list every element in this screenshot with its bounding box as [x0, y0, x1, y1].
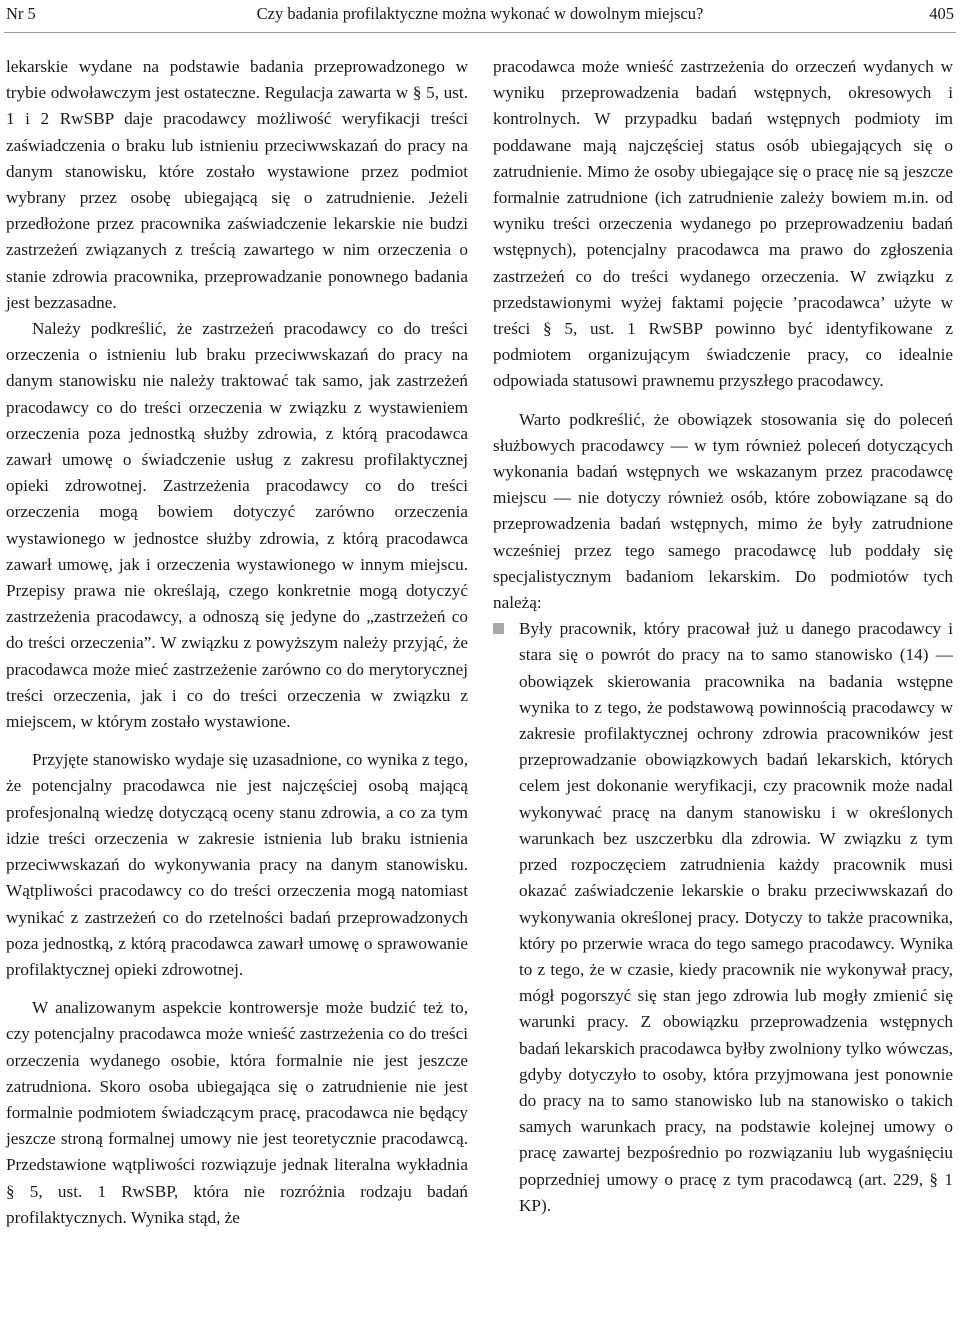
- paragraph: Należy podkreślić, że zastrzeżeń pracodawcy co do treści orzeczenia o istnieniu lub braku przeciwwskazań do pracy na danym stanowisku nie należy traktować tak samo, jak zastrzeżeń pracodawcy co do treści orzeczenia w związku z wystawieniem orzeczenia poza jednostką służby zdrowia, z którą pracodawca zawarł umowę o świadczenie usług z zakresu profilaktycznej opieki zdrowotnej. Zastrzeżenia pracodawcy co do treści orzeczenia mogą bowiem dotyczyć zarówno orzeczenia wystawionego w jednostce służby zdrowia, z którą pracodawca zawarł umowę, jak i orzeczenia wystawionego w innym miejscu. Przepisy prawa nie określają, czego konkretnie mogą dotyczyć zastrzeżenia pracodawcy, a odnoszą się jedyne do „zastrzeżeń co do treści orzeczenia”. W związku z powyższym należy przyjąć, że pracodawca może mieć zastrzeżenie zarówno co do merytorycznej treści orzeczenia, jak i co do treści orzeczenia w związku z miejscem, w którym zostało wystawione.: [6, 319, 468, 732]
- paragraph: Przyjęte stanowisko wydaje się uzasadnione, co wynika z tego, że potencjalny pracodawca nie jest najczęściej osobą mającą profesjonalną wiedzę dotyczącą oceny stanu zdrowia, a co za tym idzie treści orzeczenia w zakresie istnienia lub braku istnienia przeciwwskazań do wykonywania pracy na danym stanowisku. Wątpliwości pracodawcy co do treści orzeczenia mogą natomiast wynikać z zastrzeżeń co do rzetelności badań przeprowadzonych poza jednostką, z którą pracodawca zawarł umowę o sprawowanie profilaktycznej opieki zdrowotnej.: [6, 750, 468, 979]
- list-item: [493, 616, 953, 1219]
- paragraph: pracodawca może wnieść zastrzeżenia do orzeczeń wydanych w wyniku przeprowadzenia badań wstępnych, okresowych i kontrolnych. W przypadku badań wstępnych podmioty im poddawane mają najczęściej status osób ubiegających się o zatrudnienie. Mimo że osoby ubiegające się o pracę nie są jeszcze formalnie zatrudnione (ich zatrudnienie zależy bowiem m.in. od wyniku treści orzeczenia wydanego po przeprowadzeniu badań wstępnych), potencjalny pracodawca ma prawo do zgłoszenia zastrzeżeń co do treści wydanego orzeczenia. W związku z przedstawionymi wyżej faktami pojęcie ’pracodawca’ użyte w treści § 5, ust. 1 RwSBP powinno być identyfikowane z podmiotem organizującym świadczenie pracy, co idealnie odpowiada statusowi prawnemu przyszłego pracodawcy.: [493, 57, 953, 391]
- running-title: Czy badania profilaktyczne można wykonać w dowolnym miejscu?: [256, 4, 704, 23]
- paragraph: Warto podkreślić, że obowiązek stosowania się do poleceń służbowych pracodawcy — w tym również poleceń dotyczących wykonania badań wstępnych we wskazanym przez pracodawcę miejscu — nie dotyczy również osób, które zobowiązane są do przeprowadzenia badań wstępnych, mimo że były zatrudnione wcześniej przez tego samego pracodawcę lub poddały się specjalistycznym badaniom lekarskim. Do podmiotów tych należą:: [493, 409, 953, 613]
- list-item-text: Były pracownik, który pracował już u danego pracodawcy i stara się o powrót do pracy na to samo stanowisko (14) — obowiązek skierowania pracownika na badania wstępne wynika to z tego, że podstawową powinnością pracodawcy w zakresie profilaktycznej ochrony zdrowia pracowników jest przeprowadzanie obowiązkowych badań lekarskich, których celem jest dokonanie weryfikacji, czy pracownik może nadal wykonywać pracę na danym stanowisku i w określonych warunkach bez uszczerbku dla zdrowia. W związku z tym przed rozpoczęciem zatrudnienia każdy pracownik musi okazać zaświadczenie lekarskie o braku przeciwwskazań do wykonywania określonej pracy. Dotyczy to także pracownika, który po przerwie wraca do tego samego pracodawcy. Wynika to z tego, że w czasie, kiedy pracownik nie wykonywał pracy, mógł pogorszyć się stan jego zdrowia lub mogły zmienić się warunki pracy. Z obowiązku przeprowadzenia wstępnych badań lekarskich pracodawca byłby zwolniony tylko wówczas, gdyby dotyczyło to osoby, która przyjmowana jest ponownie do pracy na to samo stanowisko lub na stanowisko o takich samych warunkach pracy, na podstawie kolejnej umowy o pracę zawartej bezpośrednio po rozwiązaniu lub wygaśnięciu poprzedniej umowy o pracę z tym pracodawcą (art. 229, § 1 KP).: [519, 619, 953, 1215]
- page-number: 405: [929, 4, 954, 23]
- paragraph: lekarskie wydane na podstawie badania przeprowadzonego w trybie odwoławczym jest ostateczne. Regulacja zawarta w § 5, ust. 1 i 2 RwSBP daje pracodawcy możliwość weryfikacji treści zaświadczenia o braku lub istnieniu przeciwwskazań do pracy na danym stanowisku, które zostało wystawione przez podmiot wybrany przez osobę ubiegającą się o zatrudnienie. Jeżeli przedłożone przez pracownika zaświadczenie lekarskie nie budzi zastrzeżeń związanych z treścią zawartego w nim orzeczenia o stanie zdrowia pracownika, przeprowadzanie ponownego badania jest bezzasadne.: [6, 57, 468, 312]
- left-column: [6, 54, 468, 1231]
- running-header: [0, 0, 960, 36]
- issue-number: Nr 5: [6, 4, 36, 23]
- header-rule: [4, 32, 956, 33]
- right-column: [493, 54, 953, 1219]
- square-bullet-icon: [493, 623, 504, 634]
- paragraph: W analizowanym aspekcie kontrowersje może budzić też to, czy potencjalny pracodawca może wnieść zastrzeżenia co do treści orzeczenia wydanego osobie, która formalnie nie jest jeszcze zatrudniona. Skoro osoba ubiegająca się o zatrudnienie nie jest formalnie podmiotem świadczącym pracę, pracodawca nie będący jeszcze stroną formalnej umowy nie jest teoretycznie pracodawcą. Przedstawione wątpliwości rozwiązuje jednak literalna wykładnia § 5, ust. 1 RwSBP, która nie rozróżnia rodzaju badań profilaktycznych. Wynika stąd, że: [6, 998, 468, 1227]
